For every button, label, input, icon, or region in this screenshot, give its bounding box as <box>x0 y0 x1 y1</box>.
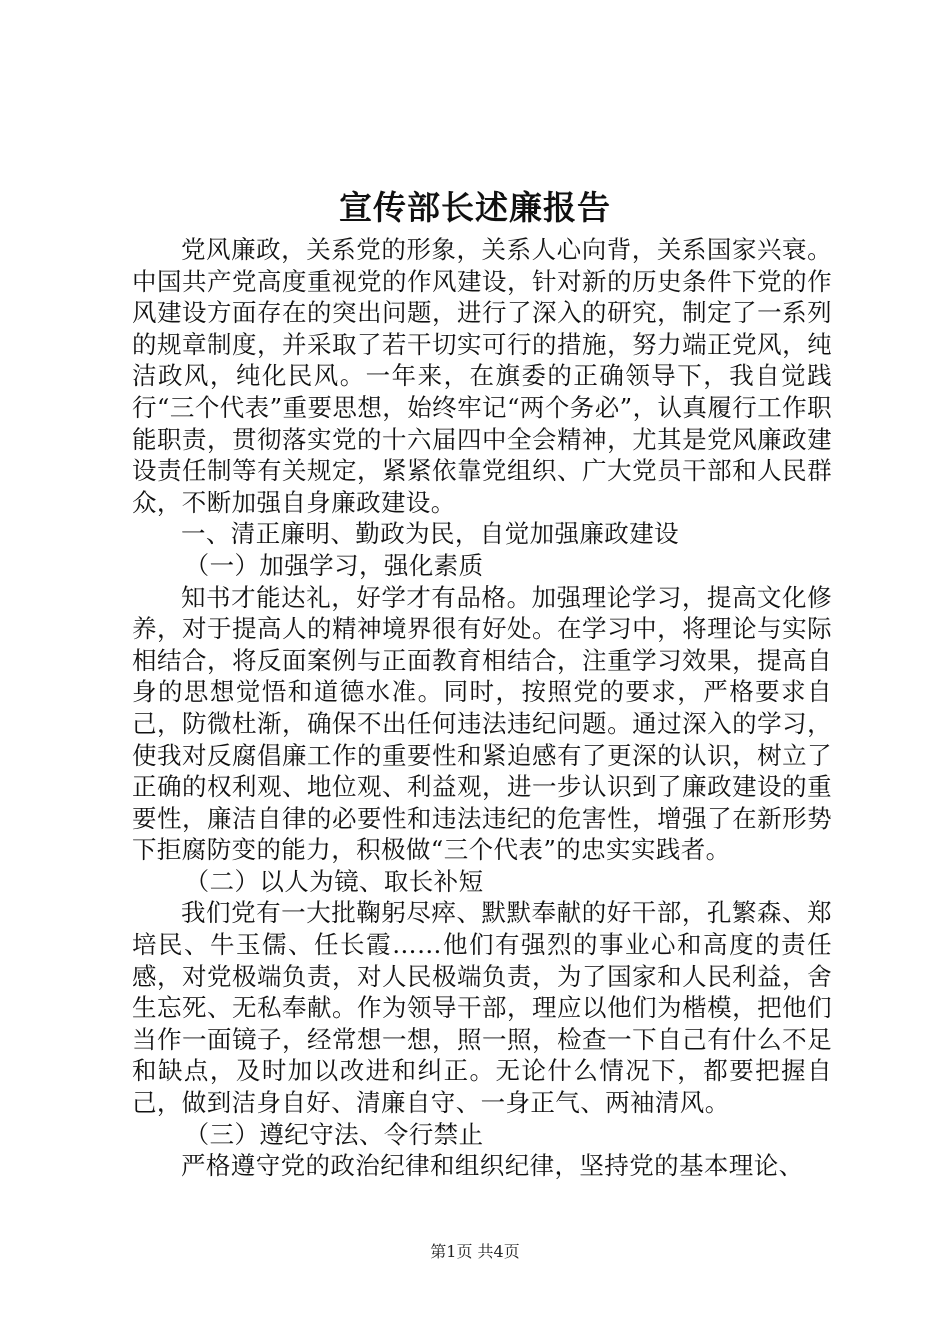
document-body <box>132 234 832 1182</box>
page-number-footer: 第1页 共4页 <box>430 1242 520 1261</box>
paragraph-study: 知书才能达礼，好学才有品格。加强理论学习，提高文化修养，对于提高人的精神境界很有好处。在学习中，将理论与实际相结合，将反面案例与正面教育相结合，注重学习效果，提高自身的思想觉悟和道德水准。同时，按照党的要求，严格要求自己，防微杜渐，确保不出任何违法违纪问题。通过深入的学习，使我对反腐倡廉工作的重要性和紧迫感有了更深的认识，树立了正确的权利观、地位观、利益观，进一步认识到了廉政建设的重要性，廉洁自律的必要性和违法违纪的危害性，增强了在新形势下拒腐防变的能力，积极做“三个代表”的忠实实践者。 <box>132 582 832 865</box>
subsection-heading-3: （三）遵纪守法、令行禁止 <box>184 1119 484 1149</box>
paragraph-discipline: 严格遵守党的政治纪律和组织纪律，坚持党的基本理论、 <box>181 1151 804 1181</box>
subsection-heading-2: （二）以人为镜、取长补短 <box>184 866 484 896</box>
subsection-heading-1: （一）加强学习，强化素质 <box>184 550 484 580</box>
section-heading-1: 一、清正廉明、勤政为民，自觉加强廉政建设 <box>181 519 679 549</box>
document-title: 宣传部长述廉报告 <box>339 188 611 227</box>
paragraph-intro: 党风廉政，关系党的形象，关系人心向背，关系国家兴衰。中国共产党高度重视党的作风建设，针对新的历史条件下党的作风建设方面存在的突出问题，进行了深入的研究，制定了一系列的规章制度，并采取了若干切实可行的措施，努力端正党风，纯洁政风，纯化民风。一年来，在旗委的正确领导下，我自觉践行“三个代表”重要思想，始终牢记“两个务必”，认真履行工作职能职责，贯彻落实党的十六届四中全会精神，尤其是党风廉政建设责任制等有关规定，紧紧依靠党组织、广大党员干部和人民群众，不断加强自身廉政建设。 <box>132 235 832 517</box>
paragraph-role-models: 我们党有一大批鞠躬尽瘁、默默奉献的好干部，孔繁森、郑培民、牛玉儒、任长霞……他们有强烈的事业心和高度的责任感，对党极端负责，对人民极端负责，为了国家和人民利益，舍生忘死、无私奉献。作为领导干部，理应以他们为楷模，把他们当作一面镜子，经常想一想，照一照，检查一下自己有什么不足和缺点，及时加以改进和纠正。无论什么情况下，都要把握自己，做到洁身自好、清廉自守、一身正气、两袖清风。 <box>132 898 832 1118</box>
